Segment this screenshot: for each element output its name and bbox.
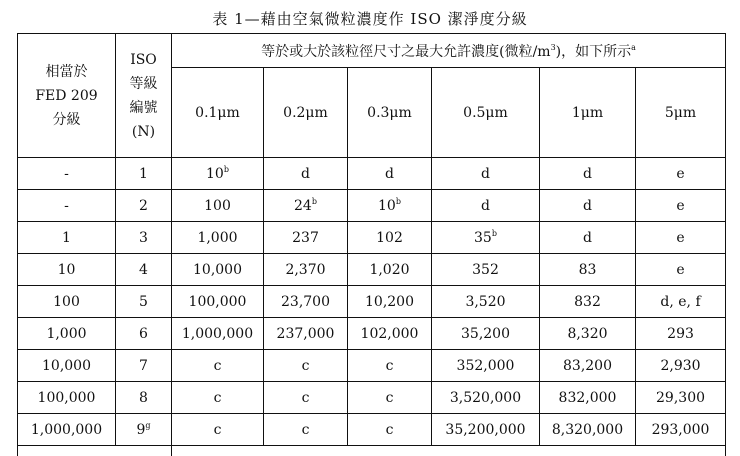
concentration-cell: e [636,158,726,190]
table-row [18,286,726,318]
concentration-cell: 1,000 [172,222,264,254]
size-header: 5μm [636,68,726,158]
concentration-cell: 293 [636,318,726,350]
iso-class-cell: 4 [116,254,172,286]
fed209-cell: 100 [18,286,116,318]
concentration-cell: 24$^b$ [264,190,348,222]
fed209-cell: 1 [18,222,116,254]
size-header: 0.2μm [264,68,348,158]
table-title: 表 1—藉由空氣微粒濃度作 ISO 潔淨度分級 [0,8,740,29]
concentration-cell: d [540,222,636,254]
concentration-cell: c [172,350,264,382]
table-row [18,222,726,254]
concentration-cell: 832,000 [540,382,636,414]
concentration-cell: c [172,414,264,446]
concentration-cell: 1,020 [348,254,432,286]
concentration-cell: c [172,382,264,414]
concentration-cell: 102,000 [348,318,432,350]
concentration-cell: d [264,158,348,190]
table-body [18,158,726,456]
concentration-cell: d [348,158,432,190]
iso-class-cell: 8 [116,382,172,414]
concentration-cell: e [636,222,726,254]
concentration-cell: 352,000 [432,350,540,382]
concentration-cell: c [264,414,348,446]
concentration-cell: e [636,190,726,222]
table-row [18,254,726,286]
concentration-cell: c [348,414,432,446]
iso-class-cell: 3 [116,222,172,254]
concentration-cell: 2,370 [264,254,348,286]
iso-class-header: ISO 等級 編號 (N) [116,34,172,158]
concentration-cell: 102 [348,222,432,254]
size-header: 0.5μm [432,68,540,158]
concentration-cell: 23,700 [264,286,348,318]
concentration-cell: c [264,382,348,414]
concentration-cell: c [348,382,432,414]
concentration-cell: c [264,350,348,382]
iso-class-cell: 7 [116,350,172,382]
concentration-cell: d [432,158,540,190]
concentration-cell: d [540,158,636,190]
concentration-cell: 35$^b$ [432,222,540,254]
footnote-a: a [631,43,636,52]
concentration-cell: 29,300 [636,382,726,414]
fed209-cell: 100,000 [18,382,116,414]
size-header: 1μm [540,68,636,158]
table-continuation [18,446,726,456]
concentration-cell: 293,000 [636,414,726,446]
table-row [18,318,726,350]
concentration-cell: 352 [432,254,540,286]
concentration-cell: 35,200,000 [432,414,540,446]
iso-class-cell: 6 [116,318,172,350]
concentration-cell: d, e, f [636,286,726,318]
concentration-cell: 1,000,000 [172,318,264,350]
fed209-header: 相當於 FED 209 分級 [18,34,116,158]
concentration-cell: 10,000 [172,254,264,286]
concentration-cell: 100,000 [172,286,264,318]
table-row [18,158,726,190]
concentration-cell: c [348,350,432,382]
size-header: 0.3μm [348,68,432,158]
concentration-cell: 8,320 [540,318,636,350]
iso-class-cell: 2 [116,190,172,222]
concentration-cell: 3,520,000 [432,382,540,414]
table-row [18,350,726,382]
concentration-cell: d [540,190,636,222]
fed209-cell: 10,000 [18,350,116,382]
fed209-cell: 10 [18,254,116,286]
concentration-cell: e [636,254,726,286]
concentration-cell: 100 [172,190,264,222]
fed209-cell: - [18,158,116,190]
concentration-cell: 10$^b$ [348,190,432,222]
concentration-cell: 10$^b$ [172,158,264,190]
iso-class-cell: 5 [116,286,172,318]
concentration-cell: 83 [540,254,636,286]
iso-class-cell: 9$^g$ [116,414,172,446]
iso-cleanliness-table [17,33,726,456]
concentration-cell: 10,200 [348,286,432,318]
concentration-cell: 2,930 [636,350,726,382]
concentration-cell: 35,200 [432,318,540,350]
fed209-cell: - [18,190,116,222]
max-concentration-header: 等於或大於該粒徑尺寸之最大允許濃度(微粒$/m^3$)，如下所示$^a$ [172,34,726,68]
table-row [18,190,726,222]
concentration-cell: d [432,190,540,222]
iso-class-cell: 1 [116,158,172,190]
fed209-cell: 1,000 [18,318,116,350]
concentration-cell: 8,320,000 [540,414,636,446]
table-row [18,414,726,446]
concentration-cell: 832 [540,286,636,318]
concentration-cell: 3,520 [432,286,540,318]
concentration-cell: 237,000 [264,318,348,350]
size-header: 0.1μm [172,68,264,158]
concentration-cell: 83,200 [540,350,636,382]
fed209-cell: 1,000,000 [18,414,116,446]
table-row [18,382,726,414]
concentration-cell: 237 [264,222,348,254]
